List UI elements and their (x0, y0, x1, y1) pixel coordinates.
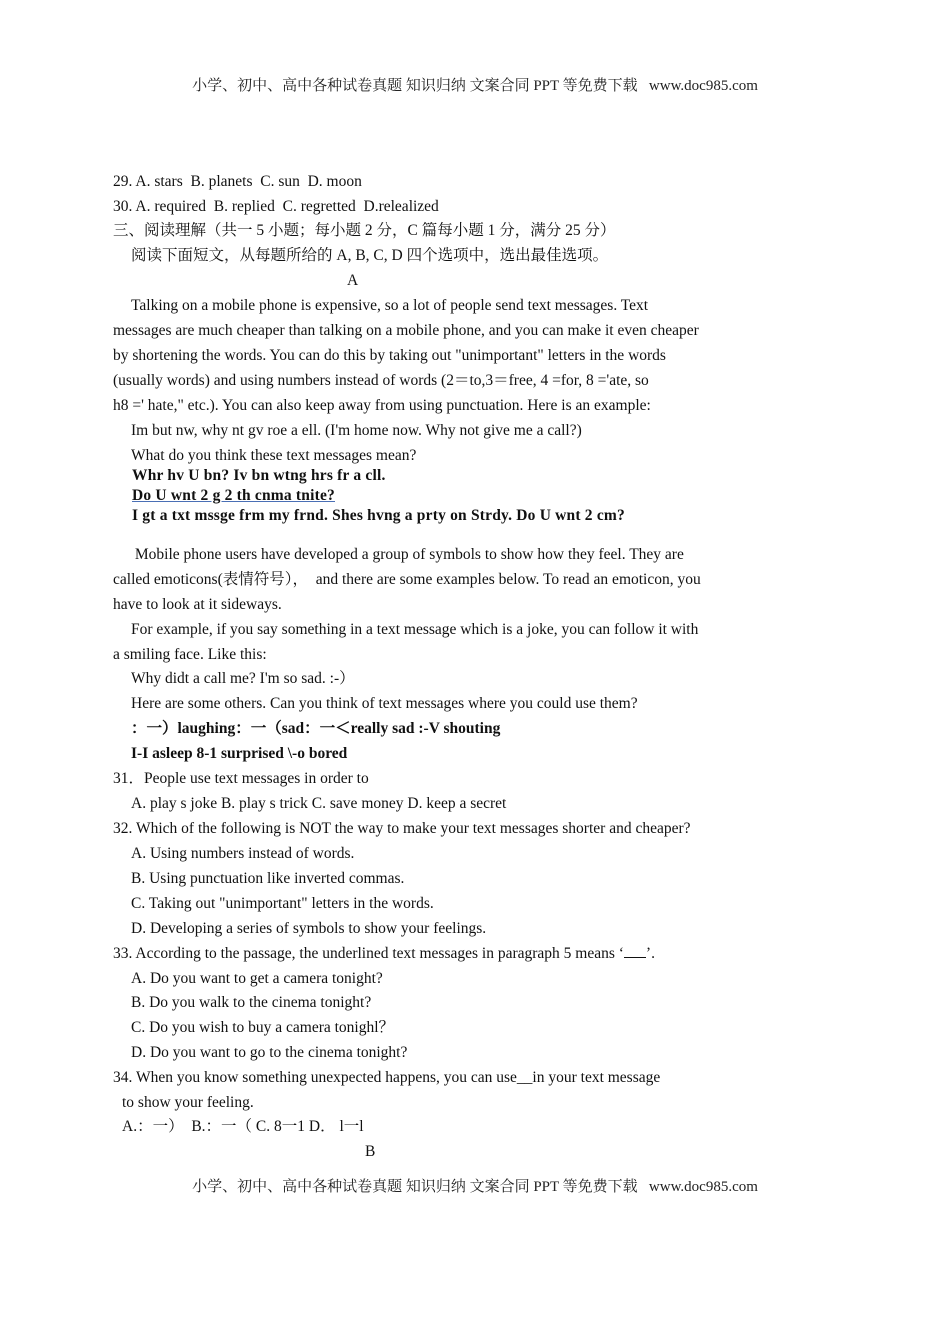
question-32: 32. Which of the following is NOT the way to make your text messages shorter and cheaper? (113, 820, 691, 837)
section-instruction: 阅读下面短文，从每题所给的 A, B, C, D 四个选项中，选出最佳选项。 (131, 247, 609, 264)
section-title: 三、阅读理解（共一 5 小题；每小题 2 分，C 篇每小题 1 分，满分 25 分） (113, 222, 616, 239)
question-33-option-a: A. Do you want to get a camera tonight? (131, 970, 383, 987)
passage-example: Im but nw, why nt gv roe a ell. (I'm home now. Why not give me a call?) (131, 422, 582, 439)
question-33-option-d: D. Do you want to go to the cinema tonight? (131, 1044, 408, 1061)
passage-line: For example, if you say something in a text message which is a joke, you can follow it with (131, 621, 699, 638)
passage-b-label: B (365, 1143, 376, 1160)
page-footer: 小学、初中、高中各种试卷真题 知识归纳 文案合同 PPT 等免费下载 www.doc985.com (192, 1179, 758, 1195)
passage-line: called emoticons(表情符号）， and there are some examples below. To read an emoticon, you (113, 571, 701, 588)
page-header: 小学、初中、高中各种试卷真题 知识归纳 文案合同 PPT 等免费下载 www.doc985.com (192, 78, 758, 94)
sms-examples (132, 466, 692, 532)
question-33-option-c: C. Do you wish to buy a camera tonighl？ (131, 1019, 395, 1036)
question-33-end: ’. (645, 945, 655, 962)
question-32-option-b: B. Using punctuation like inverted commas. (131, 870, 405, 887)
question-32-option-d: D. Developing a series of symbols to show your feelings. (131, 920, 487, 937)
sms-line: Whr hv U bn? Iv bn wtng hrs fr a cll. (132, 467, 386, 484)
answer-blank (624, 945, 646, 958)
sms-line-underlined: Do U wnt 2 g 2 th cnma tnite? (132, 487, 335, 504)
passage-joke: Why didt a call me? I'm so sad. :-） (131, 670, 355, 687)
passage-line: Mobile phone users have developed a group of symbols to show how they feel. They are (131, 546, 684, 563)
question-34-cont: to show your feeling. (122, 1094, 254, 1111)
question-29: 29. A. stars B. planets C. sun D. moon (113, 173, 362, 190)
passage-line: by shortening the words. You can do this by taking out "unimportant" letters in the words (113, 347, 666, 364)
question-33-option-b: B. Do you walk to the cinema tonight? (131, 994, 372, 1011)
passage-line: have to look at it sideways. (113, 596, 282, 613)
passage-line: messages are much cheaper than talking on a mobile phone, and you can make it even cheaper (113, 322, 699, 339)
passage-question: What do you think these text messages mean? (131, 447, 417, 464)
question-34: 34. When you know something unexpected happens, you can use__in your text message (113, 1069, 661, 1086)
passage-line: Talking on a mobile phone is expensive, so a lot of people send text messages. Text (131, 297, 649, 314)
passage-line: (usually words) and using numbers instead of words (2＝to,3＝free, 4 =for, 8 ='ate, so (113, 372, 649, 389)
passage-others: Here are some others. Can you think of text messages where you could use them? (131, 695, 638, 712)
question-32-option-c: C. Taking out "unimportant" letters in the words. (131, 895, 434, 912)
sms-line: I gt a txt mssge frm my frnd. Shes hvng a prty on Strdy. Do U wnt 2 cm? (132, 507, 625, 524)
question-33 (113, 944, 655, 964)
question-31: 31．People use text messages in order to (113, 770, 369, 787)
emoticon-list: ：一）laughing：一（sad：一＜really sad :-V shouting (131, 720, 501, 737)
question-30: 30. A. required B. replied C. regretted D.relealized (113, 198, 439, 215)
question-34-options: A.：一） B.：一（ C. 8一1 D． l一l (122, 1118, 364, 1135)
emoticon-list: I-I asleep 8-1 surprised \-o bored (131, 745, 348, 762)
question-32-option-a: A. Using numbers instead of words. (131, 845, 355, 862)
passage-line: a smiling face. Like this: (113, 646, 267, 663)
passage-a-label: A (347, 272, 359, 289)
question-31-options: A. play s joke B. play s trick C. save money D. keep a secret (131, 795, 507, 812)
passage-line: h8 =' hate," etc.). You can also keep away from using punctuation. Here is an example: (113, 397, 651, 414)
question-33-text: 33. According to the passage, the underlined text messages in paragraph 5 means ‘ (113, 945, 624, 962)
